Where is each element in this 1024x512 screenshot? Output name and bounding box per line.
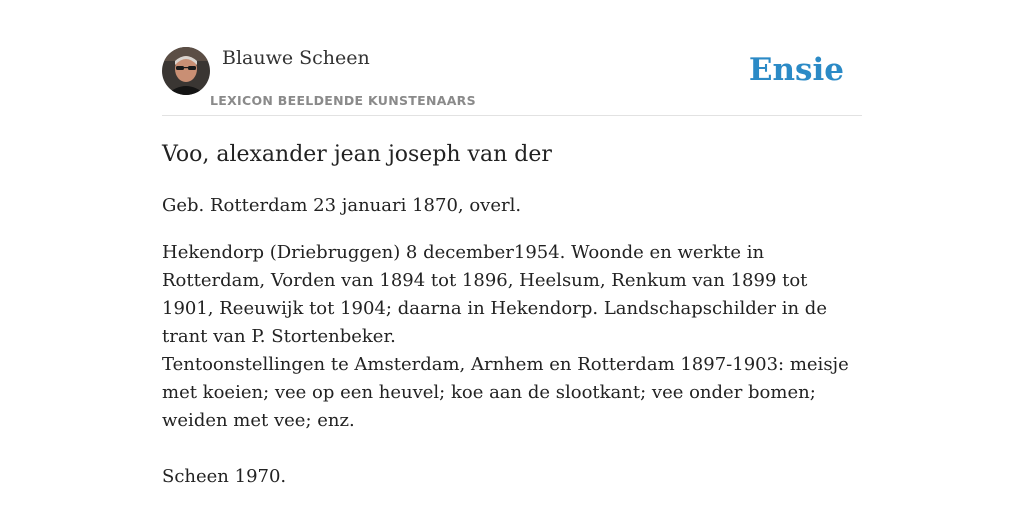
article-paragraph: Geb. Rotterdam 23 januari 1870, overl. xyxy=(162,195,522,216)
author-avatar[interactable] xyxy=(162,47,210,95)
article-paragraph: Tentoonstellingen te Amsterdam, Arnhem en Rotterdam 1897-1903: meisje met koeien; vee op een heuvel; koe aan de slootkant; vee onder bomen; weiden met vee; enz. xyxy=(162,354,849,431)
author-name[interactable]: Blauwe Scheen xyxy=(222,47,370,69)
header-divider xyxy=(162,115,862,116)
article-paragraph: Scheen 1970. xyxy=(162,466,287,487)
person-photo-icon xyxy=(162,47,210,95)
category-label[interactable]: LEXICON BEELDENDE KUNSTENAARS xyxy=(210,93,476,108)
article-title: Voo, alexander jean joseph van der xyxy=(162,142,552,167)
brand-logo[interactable]: Ensie xyxy=(748,52,844,88)
article-paragraph: Hekendorp (Driebruggen) 8 december1954. Woonde en werkte in Rotterdam, Vorden van 1894 tot 1896, Heelsum, Renkum van 1899 tot 1901, Reeuwijk tot 1904; daarna in Hekendorp. Landschapschilder in de trant van P. Stortenbeker. xyxy=(162,242,827,347)
